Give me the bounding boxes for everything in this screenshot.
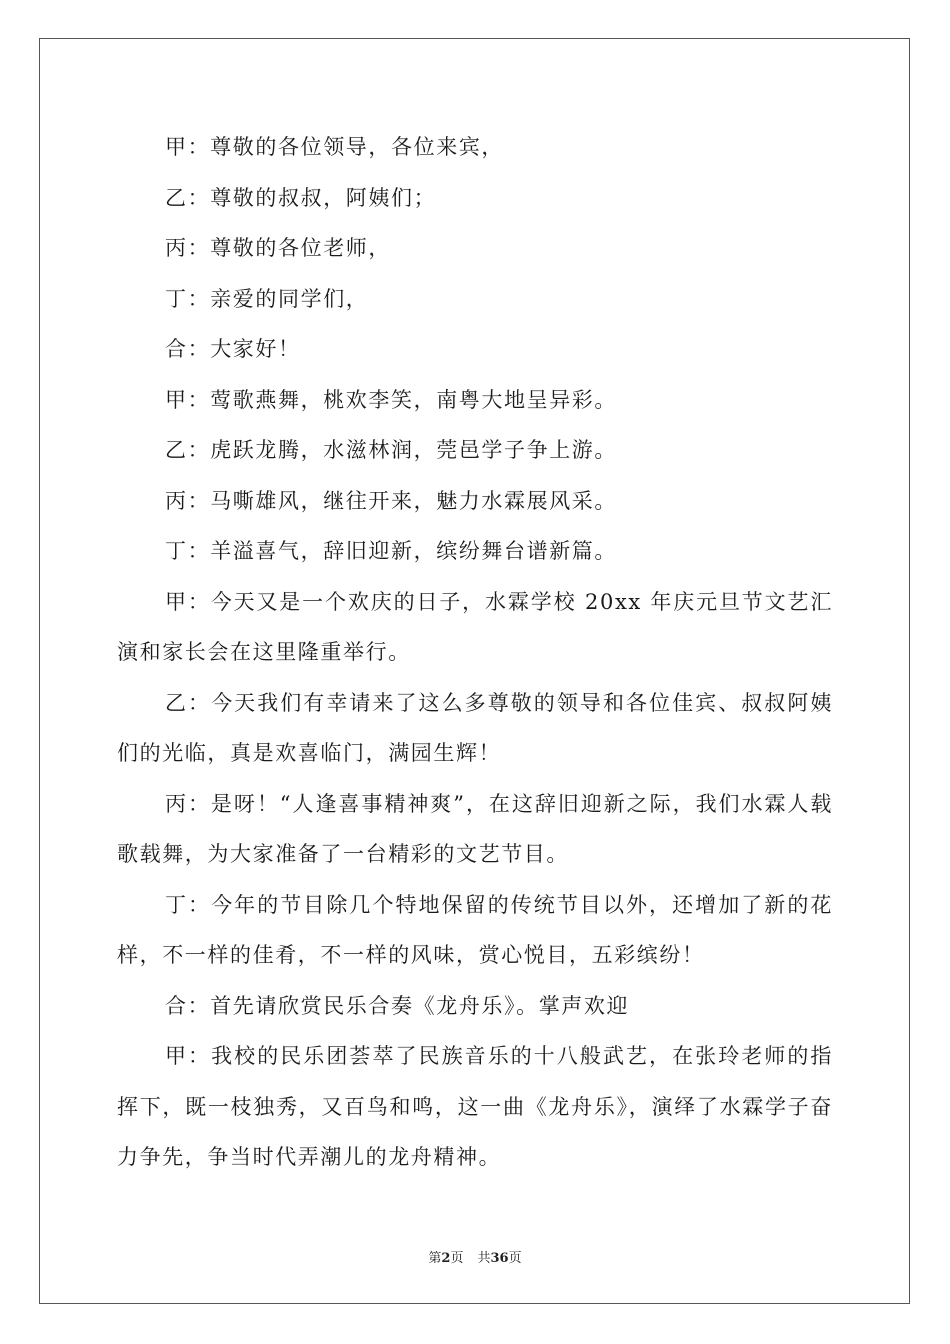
paragraph-4: 丁：亲爱的同学们， (165, 286, 369, 311)
paragraph-3: 丙：尊敬的各位老师， (165, 236, 391, 260)
paragraph-2: 乙：尊敬的叔叔，阿姨们； (165, 185, 437, 210)
paragraph-13: 丁：今年的节目除几个特地保留的传统节目以外，还增加了新的花样，不一样的佳肴，不一样的风味，赏心悦目，五彩缤纷！ (117, 892, 833, 967)
total-pages: 36 (490, 1251, 509, 1266)
paragraph-14: 合：首先请欣赏民乐合奏《龙舟乐》。掌声欢迎 (165, 993, 630, 1018)
paragraph-10: 甲：今天又是一个欢庆的日子，水霖学校 20xx 年庆元旦节文艺汇演和家长会在这里隆重举行。 (117, 589, 833, 664)
total-suffix: 页 (508, 1251, 522, 1266)
paragraph-6: 甲：莺歌燕舞，桃欢李笑，南粤大地呈异彩。 (165, 387, 617, 412)
paragraph-9: 丁：羊溢喜气，辞旧迎新，缤纷舞台谱新篇。 (165, 539, 617, 563)
document-body (117, 122, 833, 1183)
paragraph-1: 甲：尊敬的各位领导，各位来宾， (165, 135, 504, 159)
page-prefix: 第 (428, 1251, 442, 1266)
total-prefix: 共 (477, 1251, 491, 1266)
page-number: 2 (441, 1251, 451, 1266)
page-suffix: 页 (450, 1251, 464, 1266)
paragraph-15: 甲：我校的民乐团荟萃了民族音乐的十八般武艺，在张玲老师的指挥下，既一枝独秀，又百鸟和鸣，这一曲《龙舟乐》，演绎了水霖学子奋力争先，争当时代弄潮儿的龙舟精神。 (117, 1044, 833, 1169)
paragraph-11: 乙：今天我们有幸请来了这么多尊敬的领导和各位佳宾、叔叔阿姨们的光临，真是欢喜临门，满园生辉！ (117, 690, 833, 765)
paragraph-5: 合：大家好！ (165, 337, 301, 361)
paragraph-8: 丙：马嘶雄风，继往开来，魅力水霖展风采。 (165, 488, 617, 513)
paragraph-12: 丙：是呀！“人逢喜事精神爽”，在这辞旧迎新之际，我们水霖人载歌载舞，为大家准备了一台精彩的文艺节目。 (117, 791, 833, 866)
paragraph-7: 乙：虎跃龙腾，水滋林润，莞邑学子争上游。 (165, 438, 617, 462)
page-footer (0, 1247, 950, 1266)
